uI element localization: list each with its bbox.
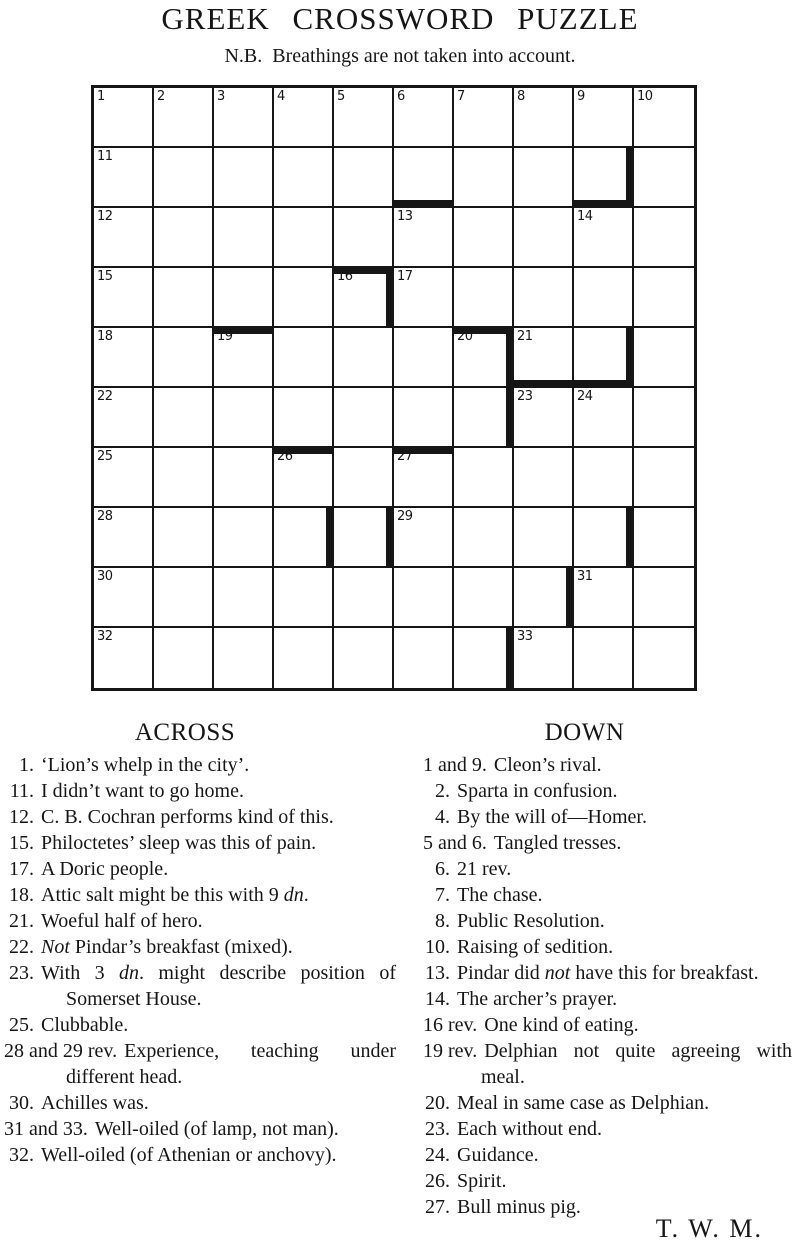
grid-cell (334, 448, 394, 508)
cell-number: 5 (337, 89, 345, 104)
grid-cell (214, 448, 274, 508)
grid-cell (514, 388, 574, 448)
grid-cell (454, 568, 514, 628)
grid-cell (214, 208, 274, 268)
clue-item (4, 804, 396, 830)
cell-number: 13 (397, 209, 413, 224)
clue-item (4, 1116, 396, 1142)
grid-cell (634, 388, 694, 448)
clue-number: 11. (9, 780, 34, 802)
clue-text: Experience, teaching under different head. (66, 1040, 396, 1088)
page-title: GREEK CROSSWORD PUZZLE (161, 1, 639, 36)
clue-text: Public Resolution. (457, 910, 605, 932)
clue-item (423, 908, 792, 934)
clue-text: One kind of eating. (484, 1014, 639, 1036)
down-clues (423, 752, 792, 1220)
clue-item (423, 752, 792, 778)
clue-number: 23. (425, 1118, 450, 1140)
clue-item (4, 1090, 396, 1116)
grid-cell (514, 208, 574, 268)
grid-cell (274, 88, 334, 148)
clue-text: I didn’t want to go home. (41, 780, 244, 802)
clue-text: Attic salt might be this with 9 dn. (41, 884, 309, 906)
clue-text: Each without end. (457, 1118, 602, 1140)
clue-number: 20. (425, 1092, 450, 1114)
grid-cell (274, 508, 334, 568)
grid-cell (634, 568, 694, 628)
grid-cell (334, 388, 394, 448)
grid-cell (394, 208, 454, 268)
clue-number: 17. (9, 858, 34, 880)
clue-number: 24. (425, 1144, 450, 1166)
clue-number: 31 and 33. (4, 1118, 88, 1140)
grid-cell (214, 508, 274, 568)
clue-item (423, 1090, 792, 1116)
crossword-grid (91, 85, 697, 691)
clue-number: 18. (9, 884, 34, 906)
grid-cell (214, 628, 274, 688)
grid-cell (334, 328, 394, 388)
clue-text: A Doric people. (41, 858, 169, 880)
grid-cell (454, 388, 514, 448)
clue-item (423, 1168, 792, 1194)
clue-text: Not Pindar’s breakfast (mixed). (41, 936, 293, 958)
grid-cell (634, 88, 694, 148)
grid-cell (334, 268, 394, 328)
clue-number: 19 rev. (423, 1040, 478, 1062)
cell-number: 15 (97, 269, 113, 284)
clue-text: Clubbable. (41, 1014, 129, 1036)
grid-cell (154, 148, 214, 208)
grid-cell (454, 328, 514, 388)
clue-number: 7. (435, 884, 450, 906)
grid-cell (154, 448, 214, 508)
cell-number: 25 (97, 449, 113, 464)
grid-cell (514, 448, 574, 508)
grid-cell (274, 628, 334, 688)
cell-number: 9 (577, 89, 585, 104)
clue-item (423, 1116, 792, 1142)
clue-item (423, 986, 792, 1012)
signature: T. W. M. (655, 1214, 763, 1243)
grid-cell (94, 388, 154, 448)
grid-cell (574, 388, 634, 448)
clue-text: Philoctetes’ sleep was this of pain. (41, 832, 317, 854)
clue-item (423, 1038, 792, 1090)
cell-number: 6 (397, 89, 405, 104)
grid-cell (454, 508, 514, 568)
clue-number: 2. (435, 780, 450, 802)
grid-cell (94, 88, 154, 148)
grid-cell (394, 628, 454, 688)
cell-number: 21 (517, 329, 533, 344)
grid-cell (154, 268, 214, 328)
cell-number: 19 (217, 329, 233, 344)
cell-number: 11 (97, 149, 113, 164)
clue-text: Achilles was. (41, 1092, 149, 1114)
grid-cell (334, 508, 394, 568)
grid-cell (454, 148, 514, 208)
grid-cell (454, 448, 514, 508)
clue-number: 22. (9, 936, 34, 958)
clue-text: ‘Lion’s whelp in the city’. (41, 754, 250, 776)
grid-cell (574, 328, 634, 388)
grid-cell (94, 568, 154, 628)
cell-number: 32 (97, 629, 113, 644)
grid-cell (214, 388, 274, 448)
clue-text: Guidance. (457, 1144, 539, 1166)
grid-cell (394, 328, 454, 388)
clue-number: 27. (425, 1196, 450, 1218)
grid-cell (154, 628, 214, 688)
clue-number: 21. (9, 910, 34, 932)
clue-text: Pindar did not have this for breakfast. (457, 962, 759, 984)
clue-number: 8. (435, 910, 450, 932)
clue-text: Woeful half of hero. (41, 910, 203, 932)
clue-item (423, 1012, 792, 1038)
clue-number: 12. (9, 806, 34, 828)
grid-cell (334, 568, 394, 628)
grid-cell (154, 508, 214, 568)
grid-cell (214, 328, 274, 388)
clue-item (4, 908, 396, 934)
breathings-note: N.B. Breathings are not taken into account. (224, 45, 576, 67)
clue-item (4, 1142, 396, 1168)
clue-item (4, 1012, 396, 1038)
cell-number: 4 (277, 89, 285, 104)
clue-item (423, 960, 792, 986)
clue-text: Tangled tresses. (493, 832, 622, 854)
clue-item (423, 804, 792, 830)
grid-cell (214, 88, 274, 148)
grid-cell (94, 448, 154, 508)
clue-item (4, 960, 396, 1012)
grid-cell (574, 208, 634, 268)
grid-cell (274, 388, 334, 448)
cell-number: 7 (457, 89, 465, 104)
grid-cell (154, 208, 214, 268)
grid-cell (154, 88, 214, 148)
grid-cell (394, 88, 454, 148)
clue-text: With 3 dn. might describe position of Somerset House. (41, 962, 396, 1010)
clue-number: 16 rev. (423, 1014, 478, 1036)
clue-text: Sparta in confusion. (457, 780, 618, 802)
cell-number: 31 (577, 569, 593, 584)
cell-number: 22 (97, 389, 113, 404)
clue-text: Spirit. (457, 1170, 507, 1192)
cell-number: 28 (97, 509, 113, 524)
clue-item (423, 882, 792, 908)
grid-cell (634, 448, 694, 508)
clue-number: 13. (425, 962, 450, 984)
grid-cell (574, 628, 634, 688)
grid-cell (274, 568, 334, 628)
clue-number: 1 and 9. (423, 754, 487, 776)
across-heading: ACROSS (134, 719, 236, 746)
clue-number: 30. (9, 1092, 34, 1114)
grid-cell (514, 628, 574, 688)
grid-cell (214, 268, 274, 328)
clue-number: 23. (9, 962, 34, 984)
grid-cell (514, 328, 574, 388)
clue-number: 28 and 29 rev. (4, 1040, 118, 1062)
cell-number: 2 (157, 89, 165, 104)
clue-item (4, 778, 396, 804)
grid-cell (94, 628, 154, 688)
clue-item (423, 830, 792, 856)
grid-cell (454, 208, 514, 268)
grid-cell (574, 88, 634, 148)
clue-item (4, 1038, 396, 1090)
clue-number: 6. (435, 858, 450, 880)
clue-number: 10. (425, 936, 450, 958)
grid-cell (274, 268, 334, 328)
clue-text: Meal in same case as Delphian. (457, 1092, 710, 1114)
clue-number: 26. (425, 1170, 450, 1192)
grid-cell (454, 628, 514, 688)
clue-number: 14. (425, 988, 450, 1010)
grid-cell (514, 508, 574, 568)
grid-cell (514, 88, 574, 148)
grid-cell (154, 328, 214, 388)
grid-cell (514, 148, 574, 208)
cell-number: 23 (517, 389, 533, 404)
clue-text: Delphian not quite agreeing with meal. (481, 1040, 792, 1088)
grid-cell (574, 148, 634, 208)
clue-item (4, 856, 396, 882)
clue-number: 5 and 6. (423, 832, 487, 854)
clue-text: Raising of sedition. (457, 936, 614, 958)
cell-number: 10 (637, 89, 653, 104)
grid-cell (274, 208, 334, 268)
grid-cell (154, 568, 214, 628)
grid-cell (574, 268, 634, 328)
clue-text: Cleon’s rival. (493, 754, 602, 776)
clue-text: The chase. (457, 884, 543, 906)
grid-cell (154, 388, 214, 448)
clue-text: By the will of—Homer. (457, 806, 647, 828)
clue-item (4, 882, 396, 908)
clue-item (4, 752, 396, 778)
cell-number: 17 (397, 269, 413, 284)
clue-number: 15. (9, 832, 34, 854)
cell-number: 8 (517, 89, 525, 104)
grid-cell (94, 328, 154, 388)
grid-cell (334, 88, 394, 148)
grid-cell (574, 448, 634, 508)
cell-number: 14 (577, 209, 593, 224)
grid-cell (514, 568, 574, 628)
cell-number: 16 (337, 269, 353, 284)
grid-cell (94, 148, 154, 208)
clue-number: 32. (9, 1144, 34, 1166)
grid-cell (334, 148, 394, 208)
grid-cell (514, 268, 574, 328)
grid-cell (574, 568, 634, 628)
grid-cell (634, 508, 694, 568)
grid-cell (574, 508, 634, 568)
grid-cell (634, 208, 694, 268)
clue-item (423, 856, 792, 882)
cell-number: 1 (97, 89, 105, 104)
grid-cell (94, 268, 154, 328)
clue-number: 4. (435, 806, 450, 828)
grid-cell (334, 208, 394, 268)
grid-cell (94, 208, 154, 268)
grid-cell (94, 508, 154, 568)
grid-cell (214, 148, 274, 208)
cell-number: 24 (577, 389, 593, 404)
clue-item (4, 934, 396, 960)
clue-item (423, 1142, 792, 1168)
grid-cell (394, 448, 454, 508)
clue-text: Bull minus pig. (457, 1196, 581, 1218)
cell-number: 27 (397, 449, 413, 464)
grid-cell (634, 328, 694, 388)
grid-cell (394, 568, 454, 628)
clue-text: C. B. Cochran performs kind of this. (41, 806, 334, 828)
clue-text: 21 rev. (457, 858, 512, 880)
grid-cell (634, 628, 694, 688)
cell-number: 30 (97, 569, 113, 584)
cell-number: 26 (277, 449, 293, 464)
cell-number: 12 (97, 209, 113, 224)
across-clues (4, 752, 396, 1168)
grid-cell (274, 328, 334, 388)
grid-cell (394, 268, 454, 328)
clue-item (423, 778, 792, 804)
grid-cell (454, 88, 514, 148)
grid-cell (274, 148, 334, 208)
grid-cell (334, 628, 394, 688)
cell-number: 29 (397, 509, 413, 524)
grid-cell (214, 568, 274, 628)
clue-text: The archer’s prayer. (457, 988, 618, 1010)
cell-number: 20 (457, 329, 473, 344)
grid-cell (274, 448, 334, 508)
clue-text: Well-oiled (of lamp, not man). (94, 1118, 339, 1140)
grid-cell (394, 508, 454, 568)
grid-cell (394, 148, 454, 208)
cell-number: 33 (517, 629, 533, 644)
grid-cell (634, 268, 694, 328)
clue-item (423, 934, 792, 960)
cell-number: 18 (97, 329, 113, 344)
cell-number: 3 (217, 89, 225, 104)
down-heading: DOWN (544, 719, 625, 746)
grid-cell (454, 268, 514, 328)
grid-cell (634, 148, 694, 208)
down-section (423, 720, 792, 1220)
clue-number: 25. (9, 1014, 34, 1036)
across-section (4, 720, 396, 1168)
clue-number: 1. (19, 754, 34, 776)
clue-item (4, 830, 396, 856)
grid-cell (394, 388, 454, 448)
clue-text: Well-oiled (of Athenian or anchovy). (41, 1144, 337, 1166)
